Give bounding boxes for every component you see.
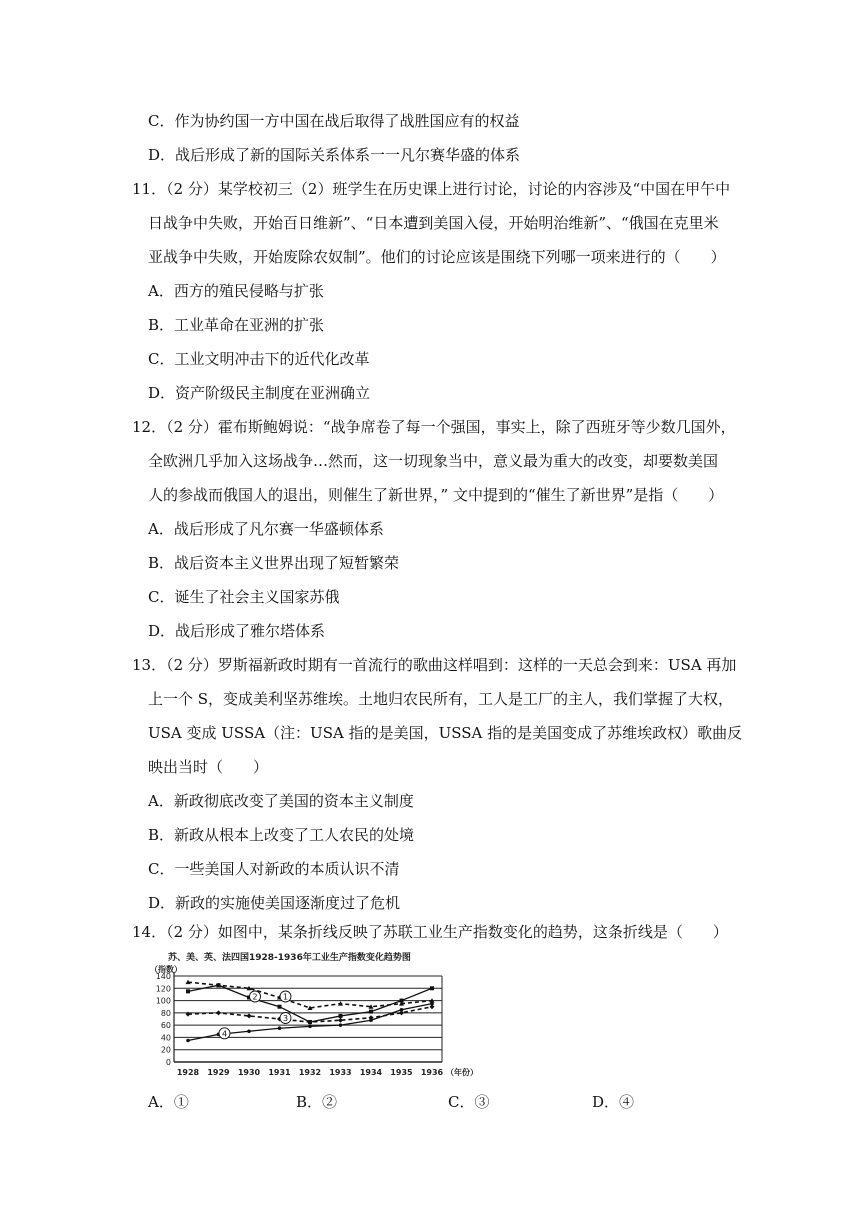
series-label: 1: [282, 992, 289, 1002]
x-tick-label: 1930: [237, 1068, 261, 1077]
q12-option-d: D．战后形成了雅尔塔体系: [148, 622, 326, 640]
q12-option-b: B．战后资本主义世界出现了短暂繁荣: [148, 554, 400, 572]
q14-option-c[interactable]: C．③: [448, 1093, 490, 1111]
data-point: [186, 989, 190, 993]
data-point: [430, 986, 434, 990]
chart-title: 苏、美、英、法四国1928-1936年工业生产指数变化趋势图: [168, 953, 411, 963]
y-tick-label: 80: [160, 1008, 171, 1018]
series-line: [188, 982, 432, 1008]
q14-stem: 14．（2 分）如图中，某条折线反映了苏联工业生产指数变化的趋势，这条折线是（ ）: [132, 923, 728, 941]
q13-stem-line: 上一个 S，变成美利坚苏维埃。土地归农民所有，工人是工厂的主人，我们掌握了大权，: [148, 690, 734, 708]
x-tick-label: 1936: [420, 1068, 444, 1077]
chart-svg: [146, 950, 486, 1090]
y-tick-label: 0: [165, 1058, 171, 1067]
y-tick-label: 20: [160, 1045, 171, 1055]
data-point: [186, 1039, 190, 1043]
data-point: [338, 1018, 343, 1023]
q12-option-c: C．诞生了社会主义国家苏俄: [148, 588, 340, 606]
q11-option-b: B．工业革命在亚洲的扩张: [148, 316, 325, 334]
q11-stem-line: 11．（2 分）某学校初三（2）班学生在历史课上进行讨论，讨论的内容涉及“中国在甲午中: [132, 180, 731, 198]
data-point: [247, 1029, 251, 1033]
y-tick-label: 40: [160, 1033, 171, 1043]
q12-stem-line: 人的参战而俄国人的退出，则催生了新世界，” 文中提到的“催生了新世界”是指（ ）: [148, 486, 724, 504]
data-point: [400, 999, 404, 1003]
y-tick-label: 140: [155, 972, 171, 981]
data-point: [308, 1025, 312, 1029]
y-tick-label: 120: [155, 984, 171, 994]
q13-stem-line: 映出当时（ ）: [148, 758, 269, 776]
x-tick-label: 1928: [176, 1068, 200, 1077]
data-point: [339, 1014, 343, 1018]
x-axis-label: （年份）: [446, 1068, 478, 1077]
q13-stem-line: USA 变成 USSA（注：USA 指的是美国，USSA 指的是美国变成了苏维埃政权）歌曲反: [148, 724, 743, 742]
data-point: [186, 1012, 191, 1017]
q12-stem-line: 12．（2 分）霍布斯鲍姆说：“战争席卷了每一个强国，事实上，除了西班牙等少数几国外，: [132, 418, 736, 436]
q11-stem-line: 亚战争中失败，开始废除农奴制”。他们的讨论应该是围绕下列哪一项来进行的（ ）: [148, 248, 726, 266]
series-label: 4: [221, 1029, 228, 1039]
data-point: [369, 1010, 373, 1014]
q14-option-a[interactable]: A．①: [148, 1093, 189, 1111]
y-tick-label: 100: [155, 996, 171, 1006]
x-tick-label: 1932: [298, 1068, 322, 1077]
x-tick-label: 1935: [390, 1068, 413, 1077]
data-point: [247, 1013, 252, 1018]
series-label: 2: [252, 992, 258, 1002]
series-label: 3: [282, 1014, 289, 1024]
data-point: [278, 1005, 282, 1009]
x-tick-label: 1931: [268, 1068, 291, 1077]
data-point: [278, 1026, 282, 1030]
q13-option-a: A．新政彻底改变了美国的资本主义制度: [148, 792, 414, 810]
y-tick-label: 60: [160, 1021, 171, 1031]
chart-ylabel: （指数）: [150, 965, 182, 974]
q11-stem-line: 日战争中失败，开始百日维新”、“日本遭到美国入侵，开始明治维新”、“俄国在克里米: [148, 214, 719, 232]
data-point: [369, 1018, 373, 1022]
q11-option-a: A．西方的殖民侵略与扩张: [148, 282, 324, 300]
q13-option-c: C．一些美国人对新政的本质认识不清: [148, 860, 400, 878]
q13-option-d: D．新政的实施使美国逐渐度过了危机: [148, 894, 401, 912]
data-point: [216, 1010, 221, 1015]
q10-option-c: C．作为协约国一方中国在战后取得了战胜国应有的权益: [148, 112, 520, 130]
q14-options: [148, 1092, 708, 1114]
q12-stem-line: 全欧洲几乎加入这场战争…然而，这一切现象当中，意义最为重大的改变，却要数美国: [148, 452, 719, 470]
industrial-index-chart: [146, 950, 486, 1090]
x-tick-label: 1933: [329, 1068, 352, 1077]
x-tick-label: 1934: [359, 1068, 383, 1077]
q13-stem-line: 13．（2 分）罗斯福新政时期有一首流行的歌曲这样唱到：这样的一天总会到来：USA 再加: [132, 656, 737, 674]
q14-option-d[interactable]: D．④: [592, 1093, 635, 1111]
q11-option-c: C．工业文明冲击下的近代化改革: [148, 350, 370, 368]
data-point: [217, 983, 221, 987]
data-point: [400, 1008, 404, 1012]
x-tick-label: 1929: [207, 1068, 230, 1077]
data-point: [430, 1002, 434, 1006]
data-point: [339, 1023, 343, 1027]
q10-option-d: D．战后形成了新的国际关系体系一一凡尔赛华盛的体系: [148, 146, 521, 164]
q11-option-d: D．资产阶级民主制度在亚洲确立: [148, 384, 371, 402]
q13-option-b: B．新政从根本上改变了工人农民的处境: [148, 826, 415, 844]
q14-option-b[interactable]: B．②: [296, 1093, 338, 1111]
q12-option-a: A．战后形成了凡尔赛一华盛顿体系: [148, 520, 384, 538]
